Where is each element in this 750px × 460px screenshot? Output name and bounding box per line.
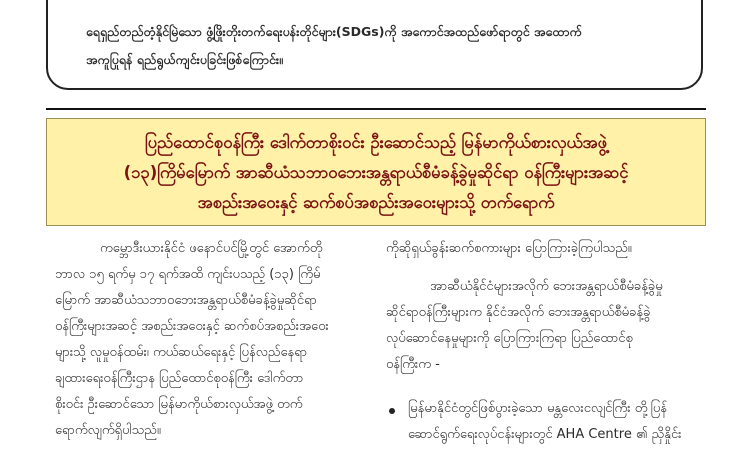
right-para-line-1: အာဆီယံနိုင်ငံများအလိုက် ဘေးအန္တရာယ်စီမံခန့်ခွဲမှု <box>430 279 663 294</box>
left-line-5: များသို့ လူမှုဝန်ထမ်း၊ ကယ်ဆယ်ရေးနှင့် ပြန်လည်နေရာ <box>55 345 308 360</box>
right-para-line-3: လုပ်ဆောင်နေမှုများကို ပြောကြားကြရာ ပြည်ထောင်စု <box>386 331 633 346</box>
headline-line-2: (၁၃)ကြိမ်မြောက် အာဆီယံသဘာဝဘေးအန္တရာယ်စီမံခန့်ခွဲမှုဆိုင်ရာ ဝန်ကြီးများအဆင့် <box>123 163 629 182</box>
top-callout-box <box>46 0 703 90</box>
left-line-1: ကမ္ဘောဒီးယားနိုင်ငံ ဖနောင်ပင်မြို့တွင် အောက်တို <box>100 241 323 256</box>
top-box-line-1: ရေရှည်တည်တံ့နိုင်မြဲသော ဖွံ့ဖြိုးတိုးတက်ရေးပန်းတိုင်များ(SDGs)ကို အကောင်အထည်ဖော်ရာတွင် အထောက် <box>86 24 582 39</box>
left-line-4: ဝန်ကြီးများအဆင့် အစည်းအဝေးနှင့် ဆက်စပ်အစည်းအဝေး <box>55 319 329 334</box>
right-para-line-2: ဆိုင်ရာဝန်ကြီးများက နိုင်ငံအလိုက် ဘေးအန္တရာယ်စီမံခန့်ခွဲ <box>386 305 651 320</box>
left-line-8: ရောက်လျက်ရှိပါသည်။ <box>55 423 161 438</box>
left-line-3: မြောက် အာဆီယံသဘာဝဘေးအန္တရာယ်စီမံခန့်ခွဲမှုဆိုင်ရာ <box>55 293 317 308</box>
headline-line-1: ပြည်ထောင်စုဝန်ကြီး ဒေါက်တာစိုးဝင်း ဦးဆောင်သည့် မြန်မာကိုယ်စားလှယ်အဖွဲ့ <box>144 133 608 152</box>
section-divider <box>46 108 706 110</box>
right-para-line-4: ဝန်ကြီးက - <box>386 357 440 372</box>
left-line-6: ချထားရေးဝန်ကြီးဌာန ပြည်ထောင်စုဝန်ကြီး ဒေါက်တာ <box>55 371 304 386</box>
right-bullet-line-2: ဆောင်ရွက်ရေးလုပ်ငန်းများတွင် AHA Centre ၏ ညှိနှိုင်း <box>408 427 682 442</box>
top-box-line-2: အကူပြုရန် ရည်ရွယ်ကျင်းပခြင်းဖြစ်ကြောင်း။ <box>86 52 283 67</box>
top-clipped-text <box>86 0 686 6</box>
right-bullet-line-1: မြန်မာနိုင်ငံတွင်ဖြစ်ပွားခဲ့သော မန္တလေးငလျင်ကြီး တို့ပြန် <box>408 401 667 416</box>
bullet-dot-icon <box>389 408 395 414</box>
left-line-2: ဘာလ ၁၅ ရက်မှ ၁၇ ရက်အထိ ကျင်းပသည့် (၁၃) ကြိမ် <box>55 267 321 282</box>
headline-line-3: အစည်းအဝေးနှင့် ဆက်စပ်အစည်းအဝေးများသို့ တက်ရောက် <box>197 193 555 212</box>
right-line-0: ကိုဆိုရှယ်ခွန်းဆက်စကားများ ပြောကြားခဲ့ကြပါသည်။ <box>386 241 632 256</box>
headline-box <box>46 118 706 226</box>
left-line-7: စိုးဝင်း ဦးဆောင်သော မြန်မာကိုယ်စားလှယ်အဖွဲ့ တက် <box>55 397 303 412</box>
